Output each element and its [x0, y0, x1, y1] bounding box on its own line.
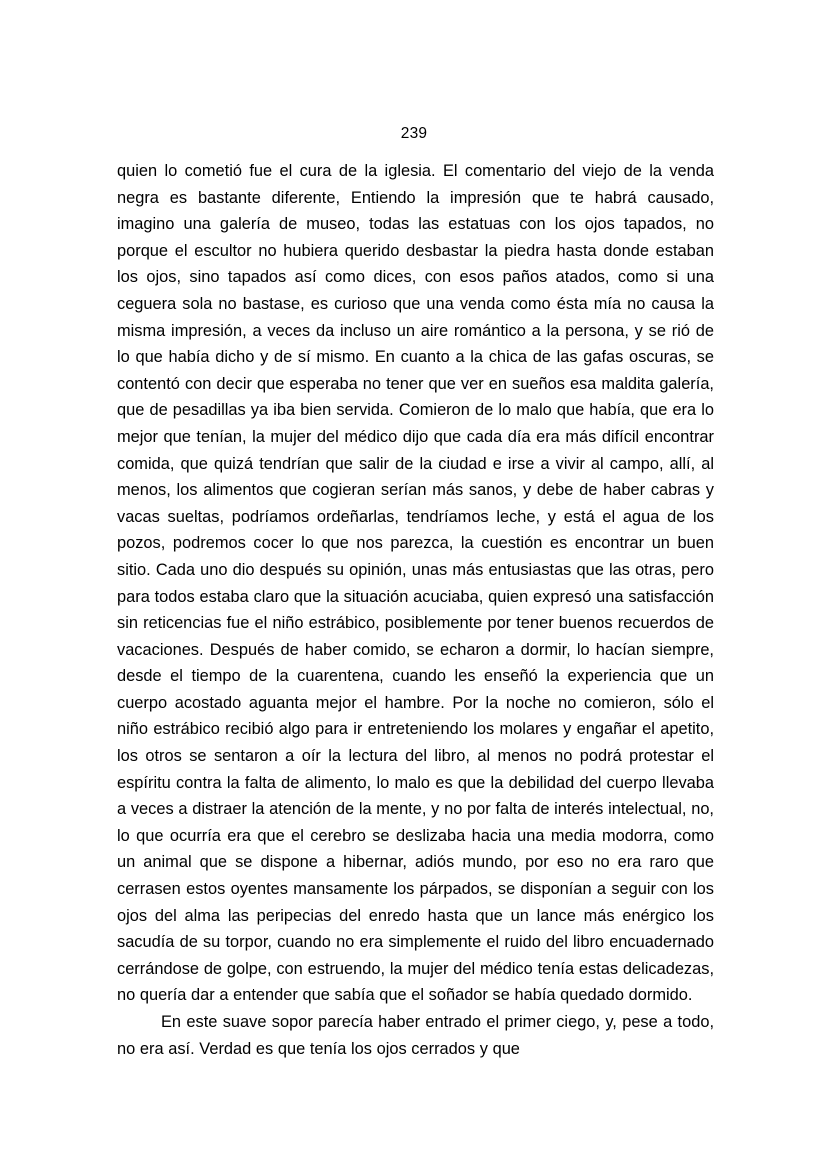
paragraph: quien lo cometió fue el cura de la iglesia. El comentario del viejo de la venda negra es bastante diferente, Entiendo la impresión que te habrá causado, imagino una galería de museo, todas las estatuas con los ojos tapados, no porque el escultor no hubiera querido desbastar la piedra hasta donde estaban los ojos, sino tapados así como dices, con esos paños atados, como si una ceguera sola no bastase, es curioso que una venda como ésta mía no causa la misma impresión, a veces da incluso un aire romántico a la persona, y se rió de lo que había dicho y de sí mismo. En cuanto a la chica de las gafas oscuras, se contentó con decir que esperaba no tener que ver en sueños esa maldita galería, que de pesadillas ya iba bien servida. Comieron de lo malo que había, que era lo mejor que tenían, la mujer del médico dijo que cada día era más difícil encontrar comida, que quizá tendrían que salir de la ciudad e irse a vivir al campo, allí, al menos, los alimentos que cogieran serían más sanos, y debe de haber cabras y vacas sueltas, podríamos ordeñarlas, tendríamos leche, y está el agua de los pozos, podremos cocer lo que nos parezca, la cuestión es encontrar un buen sitio. Cada uno dio después su opinión, unas más entusiastas que las otras, pero para todos estaba claro que la situación acuciaba, quien expresó una satisfacción sin reticencias fue el niño estrábico, posiblemente por tener buenos recuerdos de vacaciones. Después de haber comido, se echaron a dormir, lo hacían siempre, desde el tiempo de la cuarentena, cuando les enseñó la experiencia que un cuerpo acostado aguanta mejor el hambre. Por la noche no comieron, sólo el niño estrábico recibió algo para ir entreteniendo los molares y engañar el apetito, los otros se sentaron a oír la lectura del libro, al menos no podrá protestar el espíritu contra la falta de alimento, lo malo es que la debilidad del cuerpo llevaba a veces a distraer la atención de la mente, y no por falta de interés intelectual, no, lo que ocurría era que el cerebro se deslizaba hacia una media modorra, como un animal que se dispone a hibernar, adiós mundo, por eso no era raro que cerrasen estos oyentes mansamente los párpados, se disponían a seguir con los ojos del alma las peripecias del enredo hasta que un lance más enérgico los sacudía de su torpor, cuando no era simplemente el ruido del libro encuadernado cerrándose de golpe, con estruendo, la mujer del médico tenía estas delicadezas, no quería dar a entender que sabía que el soñador se había quedado dormido.: [117, 162, 714, 1005]
body-text-column: [117, 158, 714, 1062]
page-number: 239: [400, 125, 428, 142]
paragraph: En este suave sopor parecía haber entrado el primer ciego, y, pese a todo, no era así. Verdad es que tenía los ojos cerrados y que: [117, 1013, 714, 1058]
